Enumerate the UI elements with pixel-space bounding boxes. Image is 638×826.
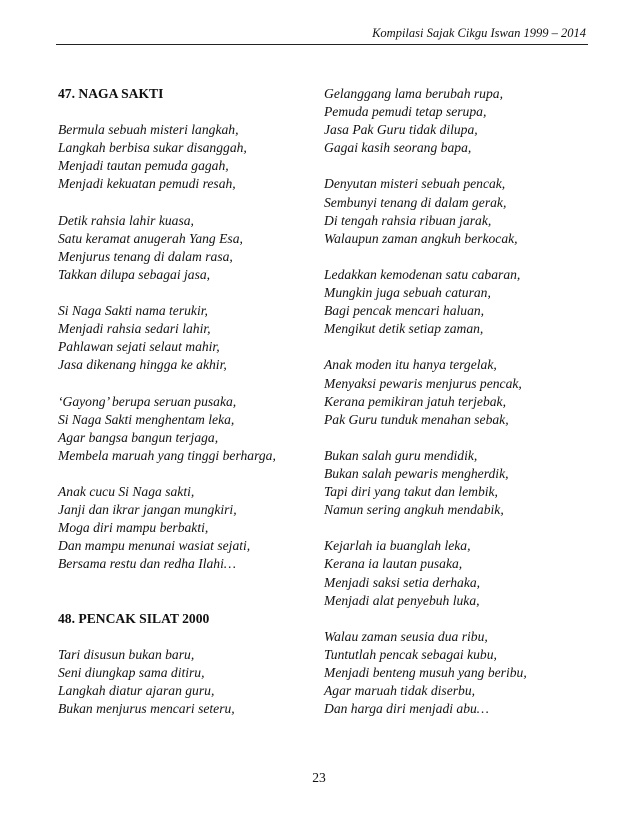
poem-line: Pemuda pemudi tetap serupa, xyxy=(324,104,487,120)
poem-line: Menjurus tenang di dalam rasa, xyxy=(58,248,233,264)
poem-line: Di tengah rahsia ribuan jarak, xyxy=(324,212,492,228)
stanza-break xyxy=(324,519,586,537)
poem-line: Menjadi tautan pemuda gagah, xyxy=(58,158,229,174)
right-column xyxy=(324,85,586,718)
poem-line: Kerana pemikiran jatuh terjebak, xyxy=(324,393,506,409)
poem-line: Satu keramat anugerah Yang Esa, xyxy=(58,230,243,246)
poem-line: Langkah diatur ajaran guru, xyxy=(58,683,215,699)
stanza-break xyxy=(58,103,320,121)
poem-line: Mengikut detik setiap zaman, xyxy=(324,321,484,337)
poem-line: Anak moden itu hanya tergelak, xyxy=(324,357,497,373)
poem-line: ‘Gayong’ berupa seruan pusaka, xyxy=(58,393,237,409)
poem-line: Dan mampu menunai wasiat sejati, xyxy=(58,538,251,554)
poem-line: Dan harga diri menjadi abu… xyxy=(324,701,489,717)
poem-line: Menjadi saksi setia derhaka, xyxy=(324,574,481,590)
header-rule xyxy=(56,44,588,45)
poem-line: Ledakkan kemodenan satu cabaran, xyxy=(324,266,521,282)
poem-line: Pahlawan sejati selaut mahir, xyxy=(58,339,220,355)
poem-line: Gagai kasih seorang bapa, xyxy=(324,140,472,156)
stanza-break xyxy=(324,338,586,356)
poem-line: Menjadi benteng musuh yang beribu, xyxy=(324,665,527,680)
poem-line: Denyutan misteri sebuah pencak, xyxy=(324,176,506,192)
stanza-break xyxy=(324,157,586,175)
poem-line: Gelanggang lama berubah rupa, xyxy=(324,86,503,101)
stanza-break xyxy=(324,429,586,447)
poem-line: Jasa Pak Guru tidak dilupa, xyxy=(324,122,478,138)
stanza-break xyxy=(324,248,586,266)
stanza-break xyxy=(58,465,320,483)
poem-line: Walaupun zaman angkuh berkocak, xyxy=(324,230,518,246)
poem-line: Menjadi alat penyebuh luka, xyxy=(324,592,480,608)
poem-line: Janji dan ikrar jangan mungkiri, xyxy=(58,502,237,518)
poem-line: Langkah berbisa sukar disanggah, xyxy=(58,140,247,156)
poem-line: Membela maruah yang tinggi berharga, xyxy=(58,447,276,463)
poem-line: Tuntutlah pencak sebagai kubu, xyxy=(324,646,497,662)
stanza-break xyxy=(58,194,320,212)
poem-line: Bermula sebuah misteri langkah, xyxy=(58,122,239,138)
poem-line: Detik rahsia lahir kuasa, xyxy=(58,212,194,228)
poem-title: 48. PENCAK SILAT 2000 xyxy=(58,610,210,626)
stanza-break xyxy=(58,574,320,592)
poem-line: Menyaksi pewaris menjurus pencak, xyxy=(324,375,522,391)
running-header-title: Kompilasi Sajak Cikgu Iswan 1999 – 2014 xyxy=(372,26,586,40)
poem-line: Takkan dilupa sebagai jasa, xyxy=(58,266,211,282)
poem-line: Tapi diri yang takut dan lembik, xyxy=(324,484,498,500)
stanza-break xyxy=(58,592,320,610)
poem-line: Menjadi rahsia sedari lahir, xyxy=(58,321,211,337)
poem-line: Kerana ia lautan pusaka, xyxy=(324,556,463,572)
poem-line: Si Naga Sakti menghentam leka, xyxy=(58,411,235,427)
poem-line: Kejarlah ia buanglah leka, xyxy=(324,538,471,554)
poem-line: Mungkin juga sebuah caturan, xyxy=(324,285,491,301)
poem-line: Menjadi kekuatan pemudi resah, xyxy=(58,176,236,192)
poem-line: Namun sering angkuh mendabik, xyxy=(324,502,504,518)
poem-line: Bukan salah pewaris mengherdik, xyxy=(324,465,509,481)
poem-line: Sembunyi tenang di dalam gerak, xyxy=(324,194,507,210)
poem-title: 47. NAGA SAKTI xyxy=(58,86,164,101)
poem-line: Bukan salah guru mendidik, xyxy=(324,447,478,463)
stanza-break xyxy=(58,284,320,302)
poem-line: Jasa dikenang hingga ke akhir, xyxy=(58,357,227,373)
poem-line: Seni diungkap sama ditiru, xyxy=(58,665,205,680)
page-number: 23 xyxy=(312,770,326,785)
stanza-break xyxy=(58,628,320,646)
left-column xyxy=(58,85,320,718)
poem-line: Agar maruah tidak diserbu, xyxy=(324,683,476,699)
poem-line: Pak Guru tunduk menahan sebak, xyxy=(324,411,509,427)
poem-line: Bukan menjurus mencari seteru, xyxy=(58,701,235,717)
poem-line: Anak cucu Si Naga sakti, xyxy=(58,484,195,500)
poem-line: Moga diri mampu berbakti, xyxy=(58,520,209,536)
poem-line: Bersama restu dan redha Ilahi… xyxy=(58,556,236,572)
poem-line: Tari disusun bukan baru, xyxy=(58,646,195,662)
stanza-break xyxy=(324,610,586,628)
poem-line: Walau zaman seusia dua ribu, xyxy=(324,628,488,644)
poem-line: Bagi pencak mencari haluan, xyxy=(324,303,485,319)
poem-line: Agar bangsa bangun terjaga, xyxy=(58,429,219,445)
stanza-break xyxy=(58,375,320,393)
poem-line: Si Naga Sakti nama terukir, xyxy=(58,303,208,319)
